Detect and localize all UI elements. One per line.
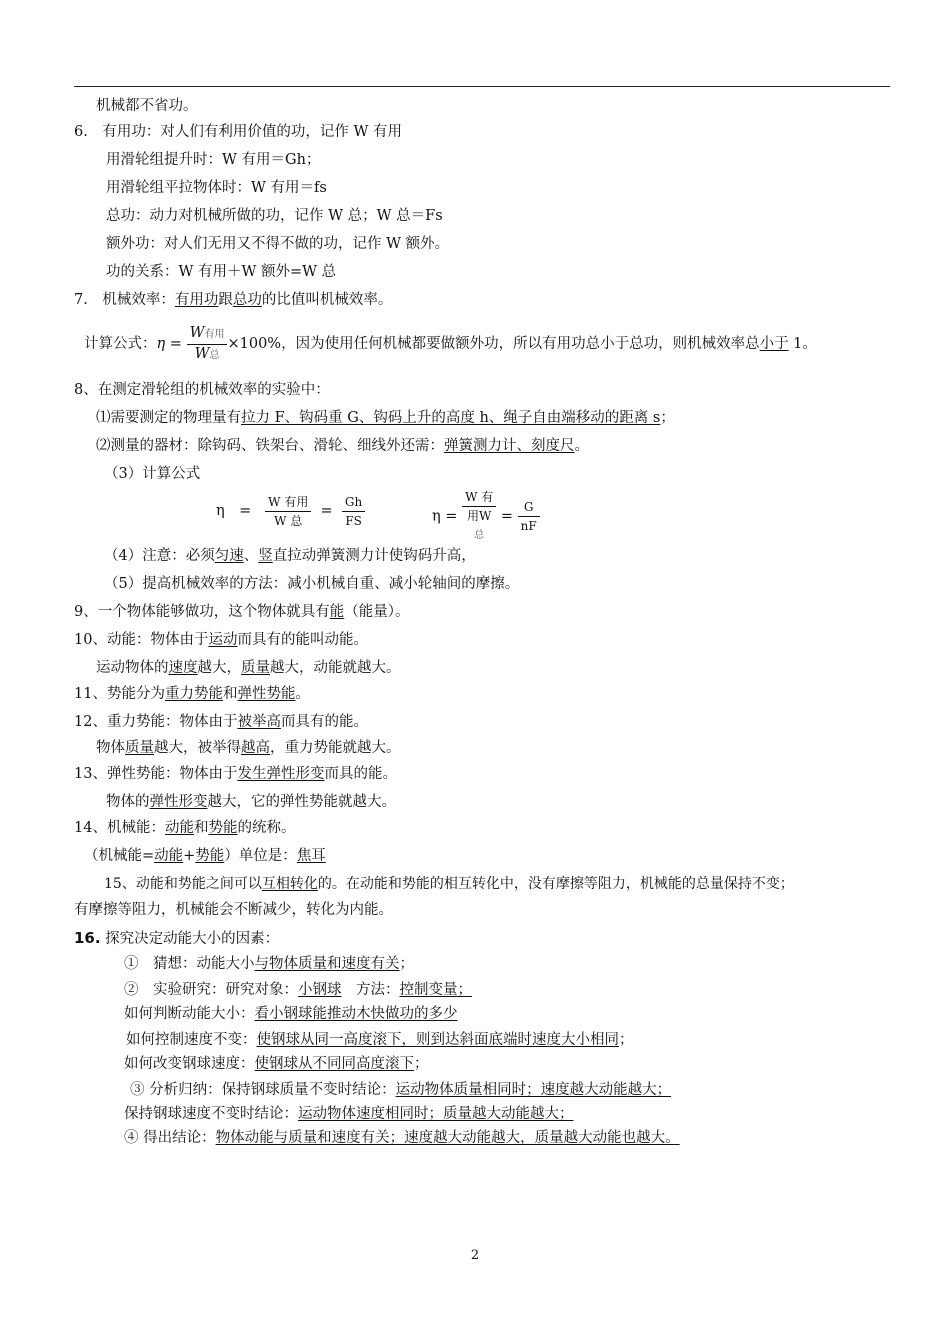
text-line: 物体的弹性形变越大，它的弹性势能就越大。 xyxy=(106,794,396,810)
formula-1: η = $\frac{\text{W 有用}}{\text{W 总}}$ = $\frac{Gh}{FS}$ xyxy=(216,488,365,534)
text-line: ⑵测量的器材：除钩码、铁架台、滑轮、细线外还需：弹簧测力计、刻度尺。 xyxy=(96,438,589,454)
text-line: 如何判断动能大小：看小钢球能推动木快做功的多少 xyxy=(124,1006,458,1022)
efficiency-formula: 计算公式：η = $\frac{\text{W有用}}{\text{W总}}$ ×100%，因为使用任何机械都要做额外功，所以有用功总小于总功，则机械效率总小于 1。 xyxy=(84,324,817,362)
item-14: 14、机械能：动能和势能的统称。 xyxy=(74,820,296,836)
text-line: （3）计算公式 xyxy=(104,466,201,482)
text-line: 用滑轮组提升时：W 有用＝Gh； xyxy=(106,152,321,168)
item-8: 8、在测定滑轮组的机械效率的实验中： xyxy=(74,382,330,398)
item-13: 13、弹性势能：物体由于发生弹性形变而具的能。 xyxy=(74,766,397,782)
item-12: 12、重力势能：物体由于被举高而具有的能。 xyxy=(74,714,368,730)
item-7: 7. 机械效率：有用功跟总功的比值叫机械效率。 xyxy=(74,292,393,308)
text-line: （4）注意：必须匀速、竖直拉动弹簧测力计使钩码升高， xyxy=(104,548,476,564)
text-line: ③ 分析归纳：保持钢球质量不变时结论：运动物体质量相同时；速度越大动能越大； xyxy=(130,1082,672,1098)
text-line: （机械能=动能+势能）单位是：焦耳 xyxy=(84,848,326,864)
text-line: 有摩擦等阻力，机械能会不断减少，转化为内能。 xyxy=(74,902,393,918)
item-6: 6. 有用功：对人们有利用价值的功，记作 W 有用 xyxy=(74,124,402,140)
text-line: 保持钢球速度不变时结论：运动物体速度相同时；质量越大动能越大； xyxy=(124,1106,574,1122)
item-10: 10、动能：物体由于运动而具有的能叫动能。 xyxy=(74,632,368,648)
item-11: 11、势能分为重力势能和弹性势能。 xyxy=(74,686,310,702)
text-line: 运动物体的速度越大，质量越大，动能就越大。 xyxy=(96,660,401,676)
item-16: 16. 探究决定动能大小的因素： xyxy=(74,929,280,947)
text-line: 总功：动力对机械所做的功，记作 W 总；W 总＝Fs xyxy=(106,208,443,224)
formula-2: η = W 有 用W 总 = $\frac{G}{nF}$ xyxy=(432,488,540,545)
text-line: 额外功：对人们无用又不得不做的功，记作 W 额外。 xyxy=(106,236,450,252)
item-9: 9、一个物体能够做功，这个物体就具有能（能量）。 xyxy=(74,604,410,620)
text-line: ② 实验研究：研究对象：小钢球 方法：控制变量； xyxy=(124,982,472,998)
text-line: （5）提高机械效率的方法：减小机械自重、减小轮轴间的摩擦。 xyxy=(104,576,520,592)
text-line: 功的关系：W 有用＋W 额外=W 总 xyxy=(106,264,337,280)
text-line: 如何改变钢球速度：使钢球从不同同高度滚下； xyxy=(124,1056,429,1072)
text-line: ① 猜想：动能大小与物体质量和速度有关； xyxy=(124,956,414,972)
page-number: 2 xyxy=(470,1248,480,1263)
item-15: 15、动能和势能之间可以互相转化的。在动能和势能的相互转化中，没有摩擦等阻力，机械能的总量保持不变； xyxy=(104,876,794,892)
text-line: 用滑轮组平拉物体时：W 有用＝fs xyxy=(106,180,327,196)
text-line: 物体质量越大，被举得越高，重力势能就越大。 xyxy=(96,740,401,756)
text-line: ④ 得出结论：物体动能与质量和速度有关；速度越大动能越大，质量越大动能也越大。 xyxy=(124,1130,680,1146)
text-line: ⑴需要测定的物理量有拉力 F、钩码重 G、钩码上升的高度 h、绳子自由端移动的距离 s； xyxy=(96,410,675,426)
header-rule xyxy=(74,86,890,87)
text-line: 如何控制速度不变：使钢球从同一高度滚下，则到达斜面底端时速度大小相同； xyxy=(126,1032,634,1048)
text-line: 机械都不省功。 xyxy=(96,98,198,114)
